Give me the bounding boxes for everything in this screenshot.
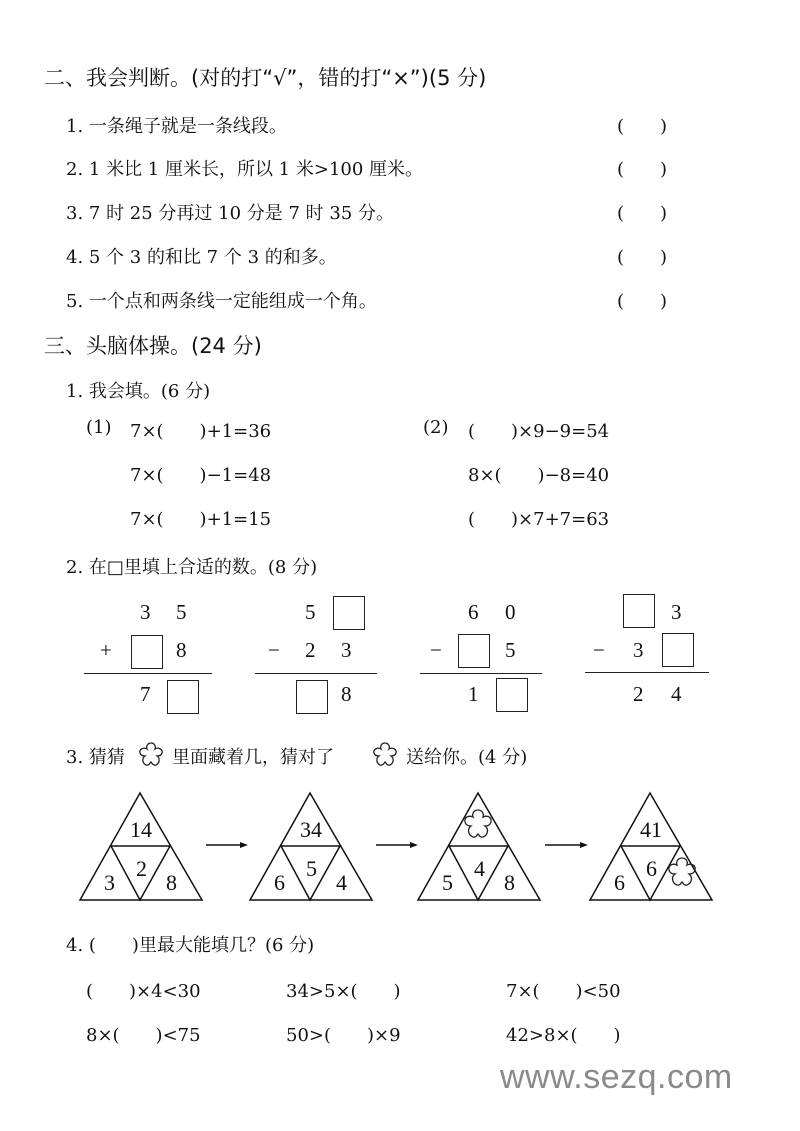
p4-rule bbox=[585, 672, 709, 673]
p3-operator: − bbox=[430, 638, 442, 662]
tri1-right: 8 bbox=[166, 870, 177, 895]
q2-title: 2. 在□里填上合适的数。(8 分) bbox=[66, 557, 318, 578]
watermark: www.sezq.com bbox=[500, 1058, 733, 1096]
p2-top-tens: 5 bbox=[305, 600, 316, 624]
p1-top-ones: 5 bbox=[176, 600, 187, 624]
tri4-top: 41 bbox=[640, 817, 662, 842]
p4-top-tens-box[interactable] bbox=[623, 594, 655, 628]
p3-top-ones: 0 bbox=[505, 600, 516, 624]
tri2-right: 4 bbox=[336, 870, 347, 895]
judge-item-4: 4. 5 个 3 的和比 7 个 3 的和多。 bbox=[66, 247, 337, 268]
p1-rule bbox=[84, 673, 212, 674]
p1-mid-tens-box[interactable] bbox=[131, 635, 163, 669]
p4-top-ones: 3 bbox=[671, 600, 682, 624]
q1-eq-1-2[interactable]: 7×( )−1=48 bbox=[130, 465, 272, 486]
q1-group2-label: (2) bbox=[423, 417, 449, 438]
p3-rule bbox=[420, 673, 542, 674]
tri1-left: 3 bbox=[104, 870, 115, 895]
q4-title: 4. ( )里最大能填几？(6 分) bbox=[66, 935, 315, 956]
p1-operator: + bbox=[100, 638, 112, 662]
q4-eq-2-1[interactable]: 8×( )<75 bbox=[86, 1025, 201, 1046]
q4-eq-1-1[interactable]: ( )×4<30 bbox=[86, 981, 201, 1002]
q1-eq-2-3[interactable]: ( )×7+7=63 bbox=[468, 509, 610, 530]
p4-res-ones: 4 bbox=[671, 682, 682, 706]
judge-item-2: 2. 1 米比 1 厘米长，所以 1 米>100 厘米。 bbox=[66, 159, 424, 180]
q1-title: 1. 我会填。(6 分) bbox=[66, 381, 211, 402]
q4-eq-2-2[interactable]: 50>( )×9 bbox=[286, 1025, 401, 1046]
p2-rule bbox=[255, 673, 377, 674]
q4-eq-1-2[interactable]: 34>5×( ) bbox=[286, 981, 401, 1002]
q1-eq-2-2[interactable]: 8×( )−8=40 bbox=[468, 465, 610, 486]
q3-title-a: 3. 猜猜 bbox=[66, 747, 125, 768]
q4-eq-1-3[interactable]: 7×( )<50 bbox=[506, 981, 621, 1002]
q1-eq-1-3[interactable]: 7×( )+1=15 bbox=[130, 509, 272, 530]
judge-answer-4[interactable]: ( ) bbox=[617, 247, 668, 268]
flower-icon bbox=[465, 810, 491, 837]
flower-icon bbox=[669, 858, 695, 885]
section-2-title: 二、我会判断。(对的打“√”，错的打“×”)(5 分) bbox=[44, 66, 487, 90]
tri2-top: 34 bbox=[300, 817, 322, 842]
p3-res-tens: 1 bbox=[468, 682, 479, 706]
p2-res-tens-box[interactable] bbox=[296, 680, 328, 714]
p1-mid-ones: 8 bbox=[176, 638, 187, 662]
p3-mid-ones: 5 bbox=[505, 638, 516, 662]
judge-answer-2[interactable]: ( ) bbox=[617, 159, 668, 180]
judge-answer-3[interactable]: ( ) bbox=[617, 203, 668, 224]
flower-icon bbox=[136, 740, 166, 770]
q3-title-c: 送给你。(4 分) bbox=[406, 747, 528, 768]
q1-group1-label: (1) bbox=[86, 417, 112, 438]
flower-icon bbox=[370, 740, 400, 770]
p1-res-tens: 7 bbox=[140, 682, 151, 706]
section-3-title: 三、头脑体操。(24 分) bbox=[44, 334, 262, 358]
judge-item-5: 5. 一个点和两条线一定能组成一个角。 bbox=[66, 291, 377, 312]
tri1-center: 2 bbox=[136, 856, 147, 881]
tri3-left: 5 bbox=[442, 870, 453, 895]
p2-mid-ones: 3 bbox=[341, 638, 352, 662]
tri3-center: 4 bbox=[474, 856, 485, 881]
judge-item-1: 1. 一条绳子就是一条线段。 bbox=[66, 116, 287, 137]
p4-mid-ones-box[interactable] bbox=[662, 633, 694, 667]
tri1-top: 14 bbox=[130, 817, 152, 842]
p2-operator: − bbox=[268, 638, 280, 662]
p4-res-tens: 2 bbox=[633, 682, 644, 706]
p2-top-ones-box[interactable] bbox=[333, 596, 365, 630]
p1-top-tens: 3 bbox=[140, 600, 151, 624]
q4-eq-2-3[interactable]: 42>8×( ) bbox=[506, 1025, 621, 1046]
q3-title-b: 里面藏着几，猜对了 bbox=[172, 747, 334, 768]
triangle-diagrams bbox=[78, 790, 738, 905]
p3-res-ones-box[interactable] bbox=[496, 678, 528, 712]
p3-top-tens: 6 bbox=[468, 600, 479, 624]
q1-eq-1-1[interactable]: 7×( )+1=36 bbox=[130, 421, 272, 442]
tri4-center: 6 bbox=[646, 856, 657, 881]
tri3-right: 8 bbox=[504, 870, 515, 895]
judge-item-3: 3. 7 时 25 分再过 10 分是 7 时 35 分。 bbox=[66, 203, 395, 224]
p3-mid-tens-box[interactable] bbox=[458, 634, 490, 668]
p2-mid-tens: 2 bbox=[305, 638, 316, 662]
judge-answer-1[interactable]: ( ) bbox=[617, 116, 668, 137]
tri2-left: 6 bbox=[274, 870, 285, 895]
p4-mid-tens: 3 bbox=[633, 638, 644, 662]
tri4-left: 6 bbox=[614, 870, 625, 895]
p1-res-ones-box[interactable] bbox=[167, 680, 199, 714]
p4-operator: − bbox=[593, 638, 605, 662]
judge-answer-5[interactable]: ( ) bbox=[617, 291, 668, 312]
tri2-center: 5 bbox=[306, 856, 317, 881]
p2-res-ones: 8 bbox=[341, 682, 352, 706]
q1-eq-2-1[interactable]: ( )×9−9=54 bbox=[468, 421, 610, 442]
